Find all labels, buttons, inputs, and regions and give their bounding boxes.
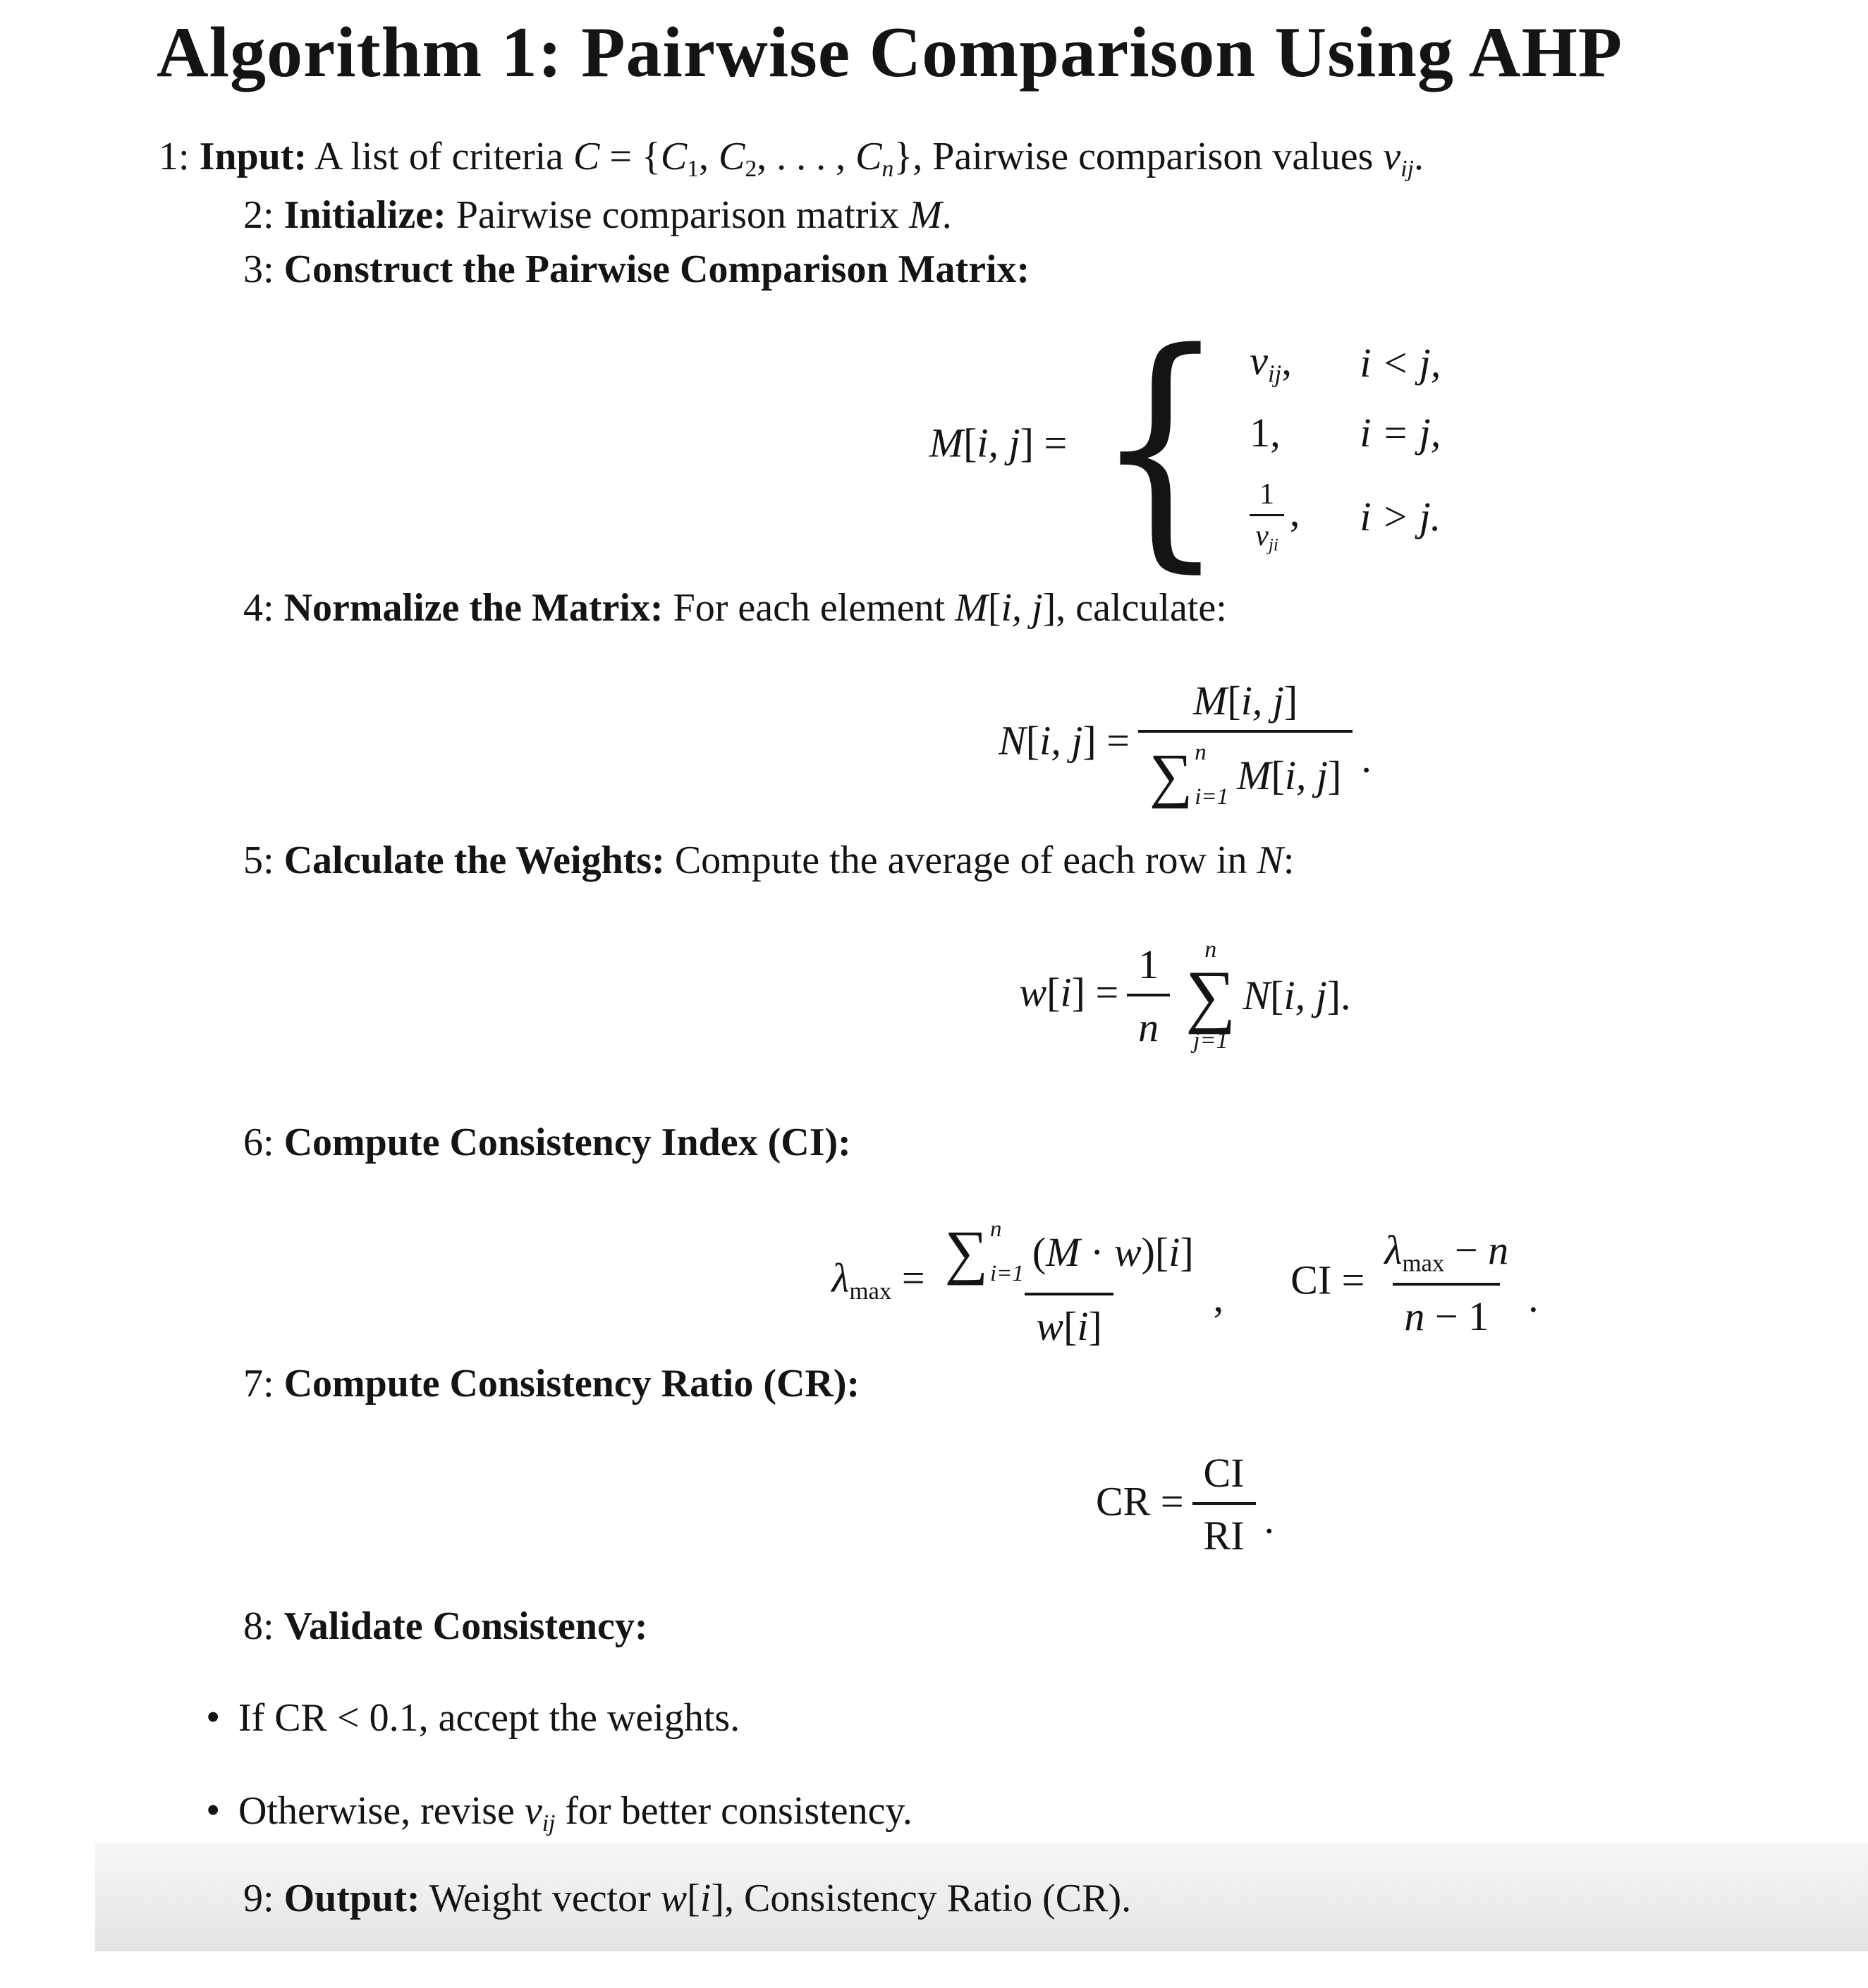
math-token: , [699, 135, 719, 178]
math-token: w [1113, 1228, 1142, 1275]
math-token: = [901, 1255, 925, 1301]
equation-lhs [831, 1255, 924, 1305]
case-row-condition: i < j, [1360, 339, 1441, 386]
step-9 [243, 1876, 1131, 1921]
math-token: N [1243, 972, 1271, 1018]
math-token: , . . . , [757, 135, 856, 178]
math-token: ] [1088, 1303, 1102, 1349]
sum-lower-limit: i=1 [989, 1261, 1024, 1286]
math-token: , [1289, 489, 1300, 536]
sigma-icon: ∑ [1149, 741, 1193, 809]
bullet-item-1 [206, 1694, 740, 1741]
math-token: [ [687, 1877, 700, 1920]
step-5-text: Compute the average of each row in [674, 839, 1257, 882]
math-token: ] [1071, 969, 1085, 1016]
fraction [1373, 1226, 1520, 1340]
step-6-label: Compute Consistency Index (CI): [283, 1121, 851, 1164]
math-subscript: max [1402, 1249, 1445, 1277]
cases-rows [1250, 337, 1441, 556]
math-token: C [855, 135, 882, 178]
fraction-numerator [1373, 1226, 1520, 1283]
fraction-denominator [1138, 730, 1353, 810]
fraction-numerator: 1 [1138, 941, 1159, 987]
math-token: i [700, 1877, 712, 1920]
step-9-number: 9: [243, 1877, 274, 1920]
math-token: v [1383, 135, 1401, 178]
step-4 [243, 585, 1227, 630]
fraction [1192, 1449, 1256, 1559]
math-token: C [719, 135, 745, 178]
step-3-label: Construct the Pairwise Comparison Matrix: [283, 248, 1030, 291]
equation-lhs [929, 420, 1067, 467]
step-2-number: 2: [243, 193, 274, 237]
step-7-number: 7: [243, 1362, 274, 1405]
math-token: [ [1270, 972, 1284, 1018]
math-token: i, j [1001, 586, 1043, 630]
bullet-2-text: for better consistency. [555, 1789, 912, 1833]
math-token: = { [599, 135, 661, 178]
math-token: i, j [1240, 678, 1284, 724]
math-token: i, j [1284, 752, 1329, 798]
step-8 [243, 1604, 648, 1649]
math-token: i [1077, 1303, 1089, 1349]
step-7 [243, 1361, 860, 1406]
sum-upper-limit: n [1204, 937, 1217, 963]
math-token: M [909, 193, 942, 237]
math-token: w [660, 1877, 688, 1920]
lambda-symbol: λ [831, 1255, 850, 1301]
math-token: : [1283, 839, 1295, 882]
math-token: v [1250, 338, 1268, 384]
step-2-label: Initialize: [283, 193, 446, 237]
step-4-text: , calculate: [1056, 586, 1227, 630]
math-subscript: 2 [745, 156, 757, 183]
math-token: [ [1046, 969, 1061, 1016]
fraction-denominator [1250, 514, 1284, 556]
math-token: [ [987, 586, 1001, 630]
math-token: v [1255, 520, 1269, 553]
math-token: . [1413, 135, 1424, 178]
math-token: − 1 [1424, 1293, 1489, 1340]
equation-lhs [1019, 968, 1118, 1016]
math-token: N [1257, 839, 1283, 882]
math-token: ] [1328, 752, 1342, 798]
sigma-icon: ∑ [1185, 956, 1236, 1035]
math-token: i [1060, 969, 1072, 1016]
bullet-item-2 [206, 1787, 912, 1838]
fraction-denominator [1025, 1293, 1113, 1350]
math-token: N [999, 717, 1026, 764]
math-token: − [1444, 1226, 1489, 1273]
equation-normalization [0, 677, 1868, 810]
step-6-number: 6: [243, 1121, 274, 1164]
equation-pairwise-matrix-cases [0, 298, 1868, 594]
math-token: i, j [1039, 717, 1083, 764]
summation-symbol [945, 1216, 1024, 1287]
step-4-text: For each element [673, 586, 956, 630]
sum-lower-limit: j=1 [1193, 1027, 1228, 1054]
ci-lhs [1290, 1256, 1365, 1303]
math-token: C [573, 135, 600, 178]
math-token: w [1019, 969, 1047, 1016]
math-subscript: max [849, 1277, 892, 1305]
step-1-label: Input: [199, 135, 307, 178]
fraction-denominator [1393, 1283, 1500, 1340]
math-token: . [941, 193, 952, 237]
math-token: ] [1020, 420, 1034, 466]
equation-lhs [1096, 1477, 1184, 1525]
sigma-icon: ∑ [944, 1218, 988, 1286]
math-token: M [1237, 752, 1271, 798]
cases-brace: { [1094, 298, 1227, 594]
math-token: 1 [1259, 478, 1275, 511]
case-row-value [1250, 477, 1300, 556]
summation-symbol [1149, 740, 1228, 810]
fraction [1250, 477, 1284, 556]
algorithm-title: Algorithm 1: Pairwise Comparison Using AHP [157, 13, 1623, 92]
case-row-value: 1, [1250, 410, 1281, 456]
math-subscript: ij [1267, 360, 1282, 388]
math-token: )[ [1141, 1228, 1169, 1275]
step-5 [243, 838, 1294, 883]
math-token: ] [1042, 586, 1056, 630]
step-3 [243, 247, 1030, 292]
equation-comma: , [1213, 1274, 1224, 1321]
equation-period: . [1341, 972, 1351, 1018]
math-subscript: 1 [687, 156, 700, 183]
step-8-number: 8: [243, 1604, 274, 1648]
step-5-number: 5: [243, 839, 274, 882]
math-subscript: ij [542, 1810, 556, 1837]
bullet-2-text: Otherwise, revise [238, 1789, 525, 1833]
math-token: i, j [977, 420, 1020, 466]
equation-period: . [1264, 1495, 1275, 1542]
math-token: w [1036, 1303, 1064, 1349]
math-token: ] [1082, 717, 1097, 764]
step-2 [243, 193, 952, 238]
fraction-numerator [934, 1216, 1205, 1293]
math-token: ] [1326, 972, 1341, 1018]
equation-consistency-ratio [0, 1449, 1868, 1559]
fraction [934, 1216, 1205, 1350]
math-token: i, j [1283, 972, 1327, 1018]
case-row-condition: i = j, [1360, 410, 1441, 456]
math-token: n [1488, 1226, 1509, 1273]
equation-period: . [1528, 1274, 1539, 1321]
fraction [1127, 941, 1170, 1051]
fraction-numerator [1182, 677, 1309, 730]
math-token: = [1160, 1477, 1184, 1524]
step-3-number: 3: [243, 248, 274, 291]
equation-weights [0, 938, 1868, 1053]
math-token: · [1080, 1228, 1114, 1275]
fraction-denominator: RI [1192, 1502, 1256, 1559]
equation-rhs [1243, 972, 1350, 1019]
math-token: = [1106, 717, 1130, 764]
step-1 [159, 134, 1424, 183]
math-token: i [1168, 1228, 1180, 1275]
step-9-text: , Consistency Ratio (CR). [724, 1877, 1132, 1920]
math-token: CR [1095, 1477, 1151, 1524]
math-token: ] [1283, 678, 1298, 724]
math-token: M [1193, 678, 1228, 724]
sum-upper-limit: n [1195, 740, 1207, 765]
bullet-1-text: If CR < 0.1, accept the weights. [238, 1696, 740, 1740]
step-9-text: Weight vector [429, 1877, 661, 1920]
math-token: = [1095, 969, 1119, 1016]
summation-symbol [1185, 938, 1235, 1053]
math-token: ] [711, 1877, 724, 1920]
math-subscript: ji [1268, 535, 1278, 555]
bullet-icon: • [206, 1787, 221, 1833]
equation-consistency-index [0, 1216, 1868, 1350]
math-token: [ [1227, 678, 1241, 724]
math-token: C [660, 135, 688, 178]
math-token: ( [1032, 1228, 1046, 1275]
math-token: [ [1063, 1303, 1078, 1349]
step-9-label: Output: [283, 1877, 420, 1920]
math-token: n [1404, 1293, 1425, 1340]
fraction-numerator: CI [1203, 1450, 1245, 1496]
math-subscript: n [881, 156, 894, 183]
equation-lhs [999, 716, 1130, 764]
sum-upper-limit: n [989, 1216, 1002, 1242]
step-1-number: 1: [159, 135, 190, 178]
math-token: [ [1025, 717, 1040, 764]
math-token: M [1046, 1228, 1080, 1275]
math-token: v [524, 1789, 542, 1833]
step-8-label: Validate Consistency: [283, 1604, 648, 1648]
fraction [1138, 677, 1353, 810]
step-4-number: 4: [243, 586, 274, 630]
math-token: [ [963, 420, 977, 466]
math-token: = [1341, 1257, 1365, 1303]
step-7-label: Compute Consistency Ratio (CR): [283, 1362, 860, 1405]
math-token: = [1044, 420, 1068, 466]
math-token: M [955, 586, 988, 630]
math-token: [ [1271, 752, 1285, 798]
math-subscript: ij [1400, 156, 1414, 183]
bullet-icon: • [206, 1694, 221, 1740]
case-row-value [1250, 337, 1292, 388]
step-5-label: Calculate the Weights: [283, 839, 665, 882]
math-token: , [1281, 338, 1292, 384]
math-token: ] [1180, 1228, 1194, 1275]
case-row-condition: i > j. [1360, 494, 1441, 540]
step-4-label: Normalize the Matrix: [283, 586, 664, 630]
step-1-text: A list of criteria [315, 135, 574, 178]
fraction-denominator: n [1127, 994, 1170, 1051]
sum-lower-limit: i=1 [1195, 784, 1229, 810]
math-token: M [929, 420, 964, 466]
step-6 [243, 1120, 851, 1165]
math-token: CI [1290, 1257, 1332, 1303]
lambda-symbol: λ [1384, 1226, 1403, 1273]
step-1-text: }, Pairwise comparison values [893, 135, 1384, 178]
equation-period: . [1361, 735, 1372, 781]
step-2-text: Pairwise comparison matrix [456, 193, 910, 237]
